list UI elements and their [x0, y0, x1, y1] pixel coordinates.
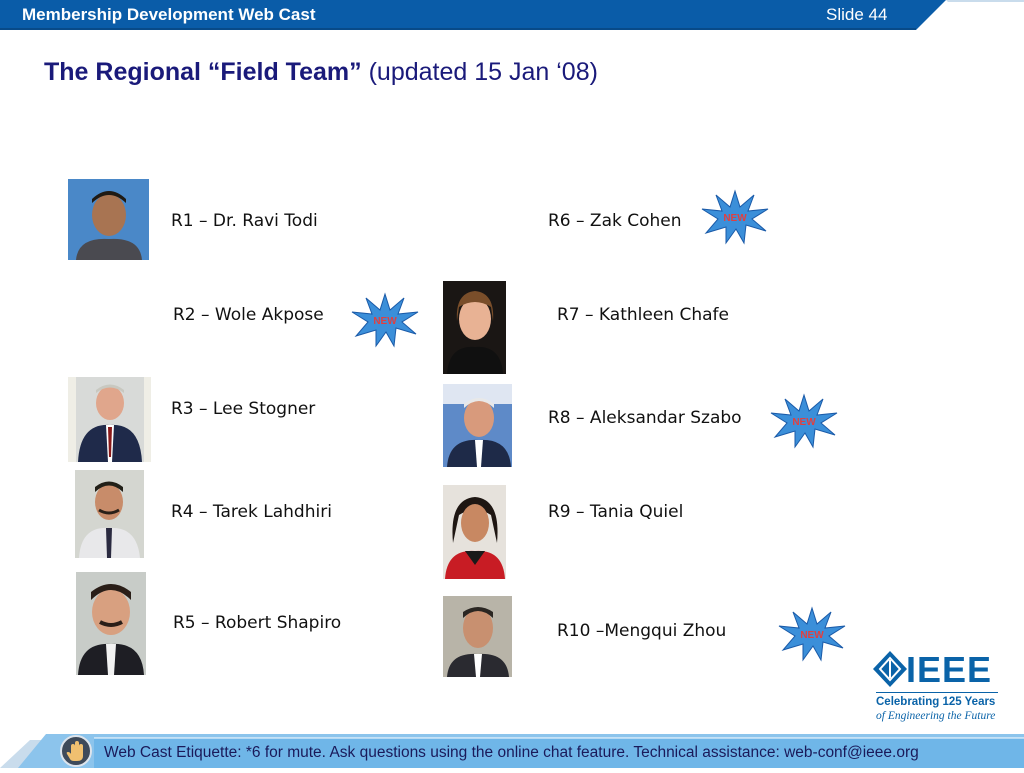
logo-tagline-2: of Engineering the Future [876, 710, 996, 722]
photo-r1 [68, 179, 149, 260]
svg-text:NEW: NEW [800, 630, 824, 641]
svg-text:NEW: NEW [723, 213, 747, 224]
ieee-wordmark: IEEE [906, 649, 993, 690]
member-label-r8: R8 – Aleksandar Szabo [548, 408, 742, 428]
photo-r7 [443, 281, 506, 374]
header-title: Membership Development Web Cast [22, 5, 316, 24]
footer-etiquette-text: Web Cast Etiquette: *6 for mute. Ask questions using the online chat feature. Technical assistance: web-conf@ieee.org [104, 744, 919, 761]
photo-r10 [443, 596, 512, 677]
new-starburst-icon [350, 292, 420, 348]
ieee-diamond-icon [872, 650, 908, 690]
new-starburst-icon [700, 189, 770, 245]
photo-r9 [443, 485, 506, 579]
member-label-r1: R1 – Dr. Ravi Todi [171, 211, 318, 231]
photo-r8 [443, 384, 512, 467]
logo-tagline-1: Celebrating 125 Years [876, 696, 996, 708]
member-label-r4: R4 – Tarek Lahdhiri [171, 502, 332, 522]
photo-r4 [75, 470, 144, 558]
photo-r3 [68, 377, 151, 462]
member-label-r9: R9 – Tania Quiel [548, 502, 684, 522]
slide-title-main: The Regional “Field Team” [44, 58, 362, 86]
svg-text:NEW: NEW [373, 316, 397, 327]
member-label-r3: R3 – Lee Stogner [171, 399, 316, 419]
member-label-r10: R10 –Mengqui Zhou [557, 621, 727, 641]
member-label-r6: R6 – Zak Cohen [548, 211, 682, 231]
slide-number: Slide 44 [826, 5, 888, 24]
raised-hand-icon [58, 734, 94, 768]
slide-title-note: (updated 15 Jan ‘08) [368, 58, 598, 86]
member-label-r2: R2 – Wole Akpose [173, 305, 324, 325]
member-label-r7: R7 – Kathleen Chafe [557, 305, 729, 325]
photo-r5 [76, 572, 146, 675]
svg-text:NEW: NEW [792, 417, 816, 428]
new-starburst-icon [777, 606, 847, 662]
member-label-r5: R5 – Robert Shapiro [173, 613, 342, 633]
new-starburst-icon [769, 393, 839, 449]
logo-divider [876, 692, 998, 693]
slide-title [44, 58, 598, 87]
